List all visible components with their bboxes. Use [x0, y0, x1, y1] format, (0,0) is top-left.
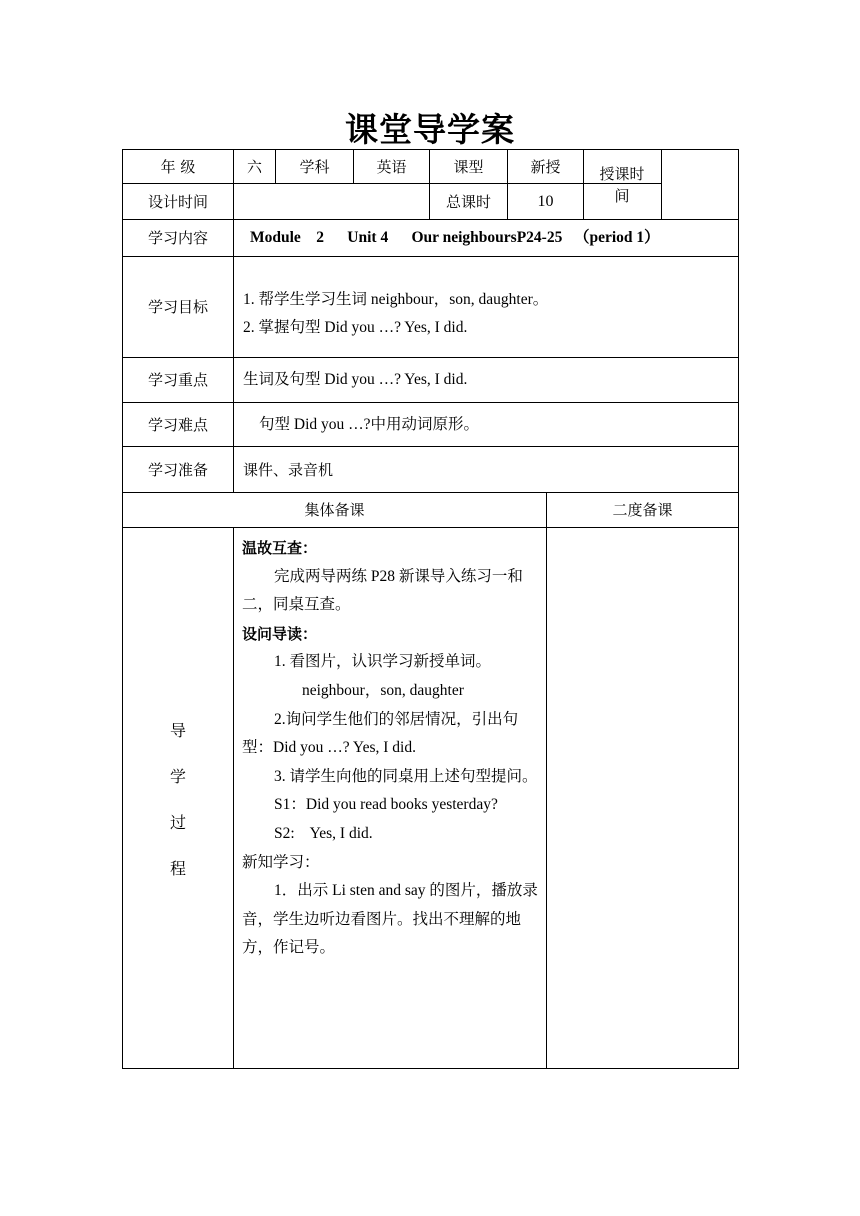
objective-item: 1. 帮学生学习生词 neighbour，son, daughter。 [243, 291, 549, 308]
second-prep-header: 二度备课 [612, 501, 673, 519]
content-label: 学习内容 [147, 229, 208, 247]
side-char: 导 [169, 721, 186, 740]
side-char: 程 [169, 859, 186, 878]
review-heading: 温故互查： [242, 539, 318, 557]
total-hours-label: 总课时 [445, 192, 491, 211]
difficulties-value: 句型 Did you …?中用动词原形。 [259, 415, 480, 433]
class-time-label: 授课时间 [599, 164, 645, 205]
side-char: 学 [169, 767, 186, 786]
guide-heading: 设问导读： [242, 624, 318, 643]
collective-prep-header: 集体备课 [304, 501, 365, 519]
objective-item: 2. 掌握句型 Did you …? Yes, I did. [243, 319, 468, 336]
key-points-label: 学习重点 [147, 371, 208, 389]
content-value: Module 2 Unit 4 Our neighboursP24-25 （period 1） [250, 229, 660, 246]
key-points-value: 生词及句型 Did you …? Yes, I did. [243, 371, 468, 388]
lesson-type-value: 新授 [530, 157, 561, 176]
side-char: 过 [169, 813, 186, 832]
dialogue-s1: S1：Did you read books yesterday? [274, 796, 498, 814]
page-title: 课堂导学案 [345, 110, 515, 149]
design-time-value [234, 184, 429, 219]
total-hours-value: 10 [537, 192, 554, 210]
preparation-value: 课件、录音机 [243, 460, 334, 479]
difficulties-label: 学习难点 [147, 415, 208, 434]
guide-step-1: 1. 看图片，认识学习新授单词。 [274, 653, 492, 671]
subject-value: 英语 [376, 157, 407, 176]
objectives-label: 学习目标 [147, 298, 208, 316]
process-content [242, 534, 540, 963]
grade-label: 年 级 [160, 157, 196, 176]
dialogue-s2: S2: Yes, I did. [274, 824, 373, 842]
guide-step-3: 3. 请学生向他的同桌用上述句型提问。 [274, 767, 538, 785]
new-learning-heading: 新知学习： [242, 853, 320, 871]
new-learning-step-1: 1．出示 Li sten and say 的图片，播放录音，学生边听边看图片。找出不理解的地方，作记号。 [242, 882, 538, 957]
design-time-label: 设计时间 [147, 192, 208, 211]
class-time-value [662, 150, 738, 219]
grade-value: 六 [246, 157, 262, 176]
subject-label: 学科 [299, 157, 330, 176]
guide-step-2: 2.询问学生他们的邻居情况，引出句型：Did you …? Yes, I did. [242, 710, 519, 757]
process-side-label [160, 716, 196, 900]
lesson-type-label: 课型 [453, 157, 484, 176]
review-text: 完成两导两练 P28 新课导入练习一和二，同桌互查。 [242, 567, 523, 614]
guide-step-1-words: neighbour，son, daughter [302, 681, 464, 699]
preparation-label: 学习准备 [147, 460, 208, 479]
